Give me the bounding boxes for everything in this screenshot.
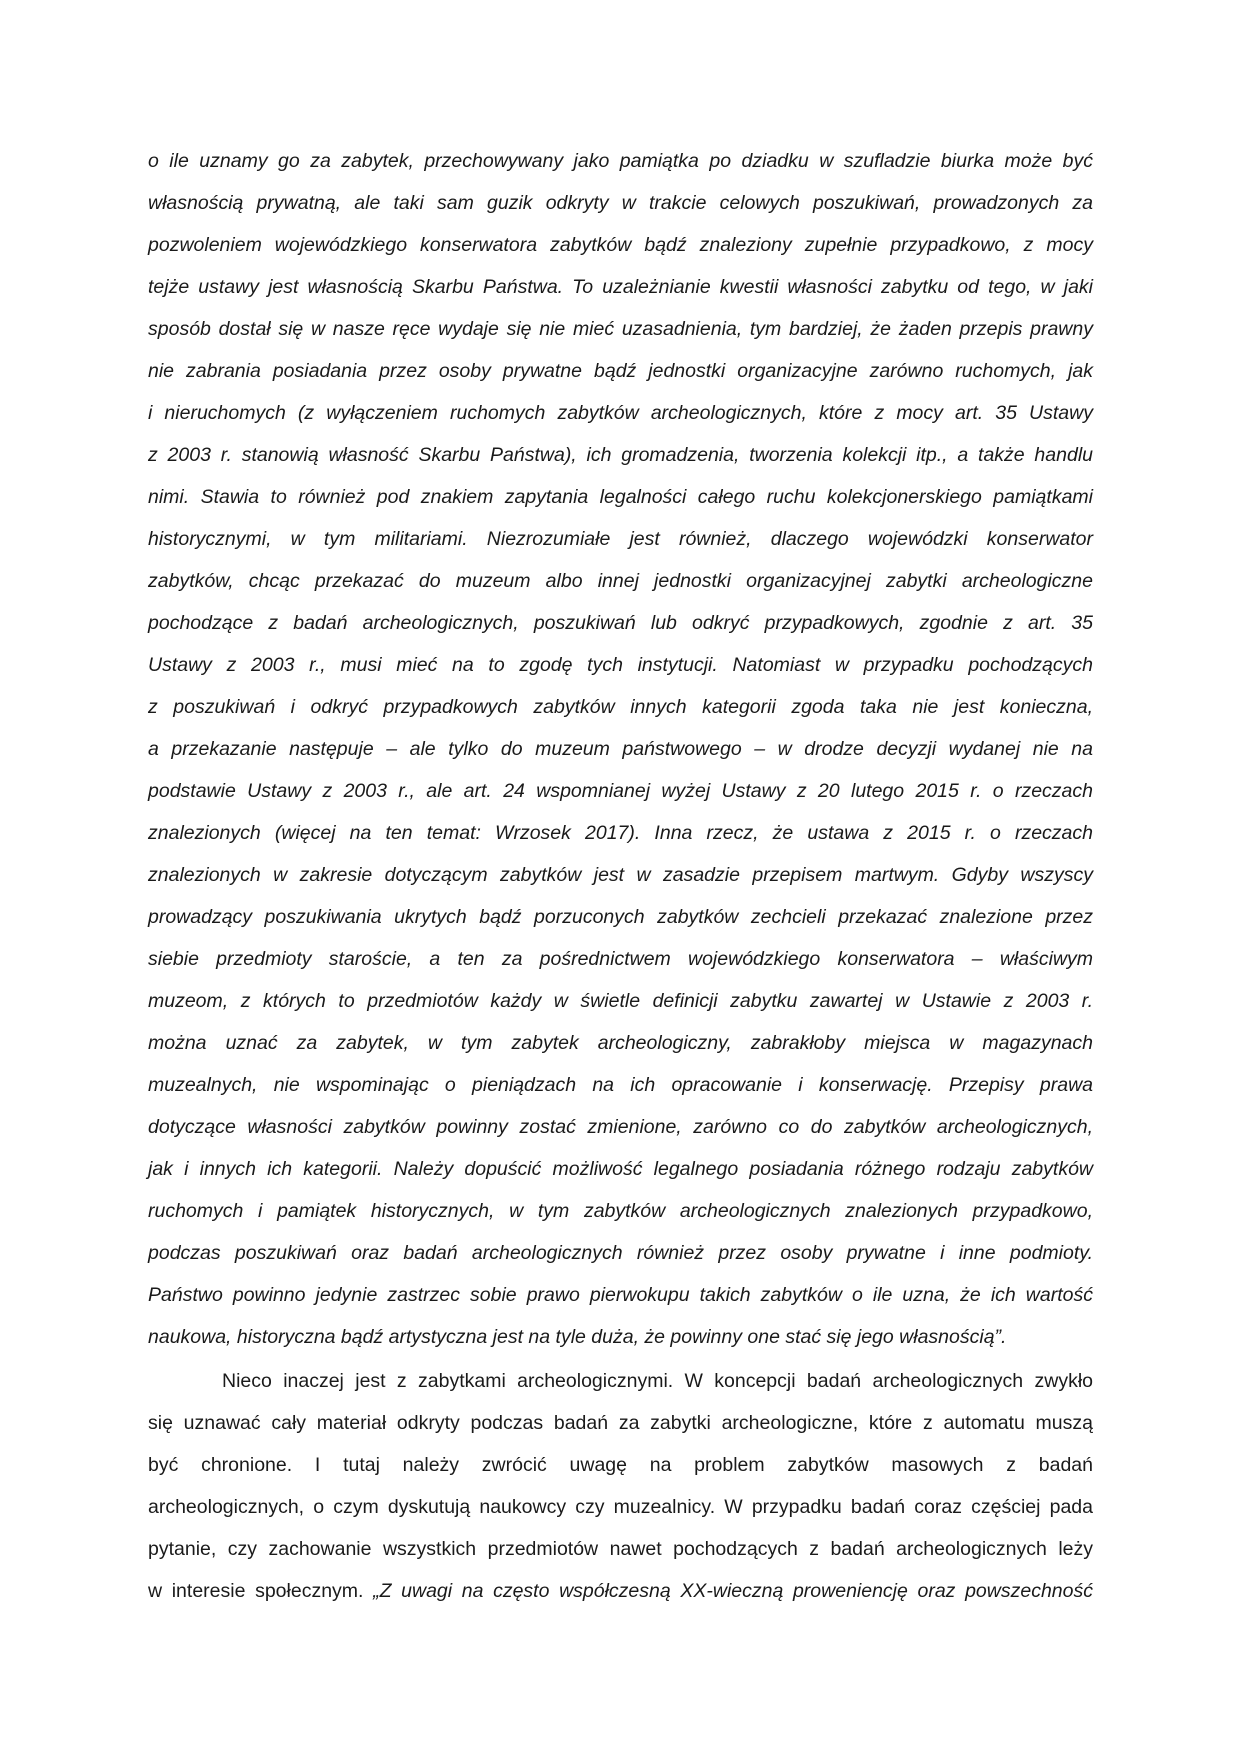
text-line: naukowa, historyczna bądź artystyczna jest na tyle duża, że powinny one stać się jego własnością”.: [148, 1326, 1007, 1348]
text-line: podczas poszukiwań oraz badań archeologicznych również przez osoby prywatne i inne podmioty.: [148, 1242, 1093, 1264]
text-line: własnością prywatną, ale taki sam guzik odkryty w trakcie celowych poszukiwań, prowadzonych za: [148, 192, 1093, 214]
text-line: nimi. Stawia to również pod znakiem zapytania legalności całego ruchu kolekcjonerskiego pamiątkami: [148, 486, 1093, 508]
text-line: jak i innych ich kategorii. Należy dopuścić możliwość legalnego posiadania różnego rodzaju zabytków: [148, 1158, 1093, 1180]
text-line: prowadzący poszukiwania ukrytych bądź porzuconych zabytków zechcieli przekazać znalezione przez: [148, 906, 1093, 928]
text-line: pochodzące z badań archeologicznych, poszukiwań lub odkryć przypadkowych, zgodnie z art. 35: [148, 612, 1093, 634]
text-line: tejże ustawy jest własnością Skarbu Państwa. To uzależnianie kwestii własności zabytku od tego, w jaki: [148, 276, 1093, 298]
text-line: się uznawać cały materiał odkryty podczas badań za zabytki archeologiczne, które z automatu muszą: [148, 1412, 1093, 1434]
text-line: muzealnych, nie wspominając o pieniądzach na ich opracowanie i konserwację. Przepisy prawa: [148, 1074, 1093, 1096]
quoted-paragraph: [148, 140, 1093, 1358]
text-line: można uznać za zabytek, w tym zabytek archeologiczny, zabrakłoby miejsca w magazynach: [148, 1032, 1093, 1054]
text-line: zabytków, chcąc przekazać do muzeum albo innej jednostki organizacyjnej zabytki archeologiczne: [148, 570, 1093, 592]
text-line: Ustawy z 2003 r., musi mieć na to zgodę tych instytucji. Natomiast w przypadku pochodzących: [148, 654, 1093, 676]
text-line: siebie przedmioty staroście, a ten za pośrednictwem wojewódzkiego konserwatora – właściwym: [148, 948, 1093, 970]
text-line: a przekazanie następuje – ale tylko do muzeum państwowego – w drodze decyzji wydanej nie na: [148, 738, 1093, 760]
text-line: archeologicznych, o czym dyskutują naukowcy czy muzealnicy. W przypadku badań coraz częściej pada: [148, 1496, 1093, 1518]
text-line: i nieruchomych (z wyłączeniem ruchomych zabytków archeologicznych, które z mocy art. 35 Ustawy: [148, 402, 1093, 424]
text-line: sposób dostał się w nasze ręce wydaje się nie mieć uzasadnienia, tym bardziej, że żaden przepis prawny: [148, 318, 1093, 340]
text-line: Nieco inaczej jest z zabytkami archeologicznymi. W koncepcji badań archeologicznych zwykło: [222, 1370, 1093, 1392]
text-line: o ile uznamy go za zabytek, przechowywany jako pamiątka po dziadku w szufladzie biurka może być: [148, 150, 1093, 172]
text-line: pozwoleniem wojewódzkiego konserwatora zabytków bądź znaleziony zupełnie przypadkowo, z mocy: [148, 234, 1093, 256]
text-line: dotyczące własności zabytków powinny zostać zmienione, zarówno co do zabytków archeologicznych,: [148, 1116, 1093, 1138]
text-line: Państwo powinno jedynie zastrzec sobie prawo pierwokupu takich zabytków o ile uzna, że ich wartość: [148, 1284, 1093, 1306]
text-line: z 2003 r. stanowią własność Skarbu Państwa), ich gromadzenia, tworzenia kolekcji itp., a także handlu: [148, 444, 1093, 466]
text-line: znalezionych w zakresie dotyczącym zabytków jest w zasadzie przepisem martwym. Gdyby wszyscy: [148, 864, 1093, 886]
body-paragraph: [148, 1360, 1093, 1612]
text-line: [148, 1570, 1093, 1612]
text-regular: w interesie społecznym.: [148, 1580, 374, 1602]
text-line: historycznymi, w tym militariami. Niezrozumiałe jest również, dlaczego wojewódzki konserwator: [148, 528, 1093, 550]
text-line: muzeom, z których to przedmiotów każdy w świetle definicji zabytku zawartej w Ustawie z 2003 r.: [148, 990, 1093, 1012]
quote-start: „Z uwagi na często współczesną XX-wieczną proweniencję oraz powszechność: [373, 1580, 1093, 1602]
text-line: być chronione. I tutaj należy zwrócić uwagę na problem zabytków masowych z badań: [148, 1454, 1093, 1476]
text-line: podstawie Ustawy z 2003 r., ale art. 24 wspomnianej wyżej Ustawy z 20 lutego 2015 r. o rzeczach: [148, 780, 1093, 802]
text-line: znalezionych (więcej na ten temat: Wrzosek 2017). Inna rzecz, że ustawa z 2015 r. o rzeczach: [148, 822, 1093, 844]
text-line: nie zabrania posiadania przez osoby prywatne bądź jednostki organizacyjne zarówno ruchomych, jak: [148, 360, 1093, 382]
text-line: pytanie, czy zachowanie wszystkich przedmiotów nawet pochodzących z badań archeologicznych leży: [148, 1538, 1093, 1560]
text-line: ruchomych i pamiątek historycznych, w tym zabytków archeologicznych znalezionych przypadkowo,: [148, 1200, 1093, 1222]
text-line: z poszukiwań i odkryć przypadkowych zabytków innych kategorii zgoda taka nie jest konieczna,: [148, 696, 1093, 718]
